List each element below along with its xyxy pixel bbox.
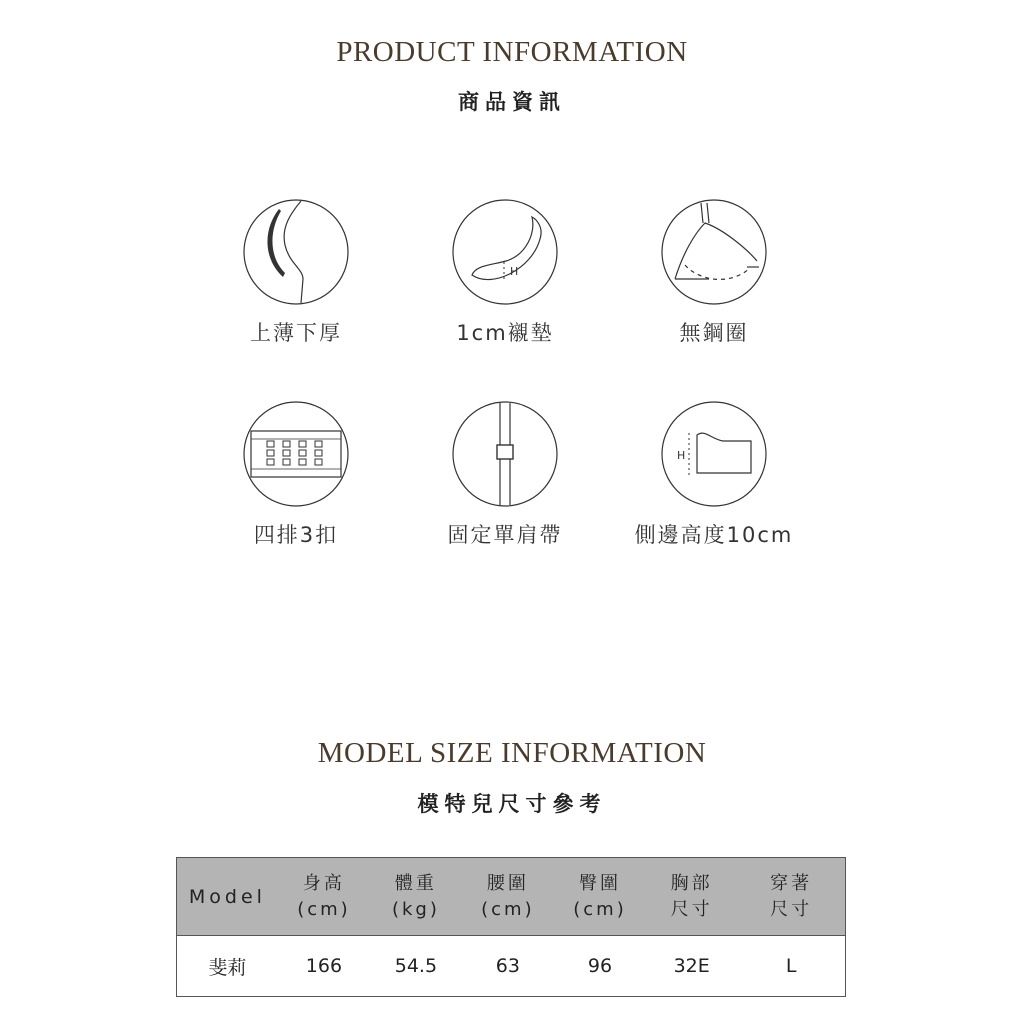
header-wear-size: 穿著 尺寸 <box>770 872 813 920</box>
header-bust-size: 胸部 尺寸 <box>670 872 713 920</box>
header-height: 身高 (cm) <box>297 872 351 920</box>
cell-waist: 63 <box>462 936 554 997</box>
table-header-row <box>177 858 846 936</box>
header-weight: 體重 (kg) <box>391 872 440 920</box>
cell-weight: 54.5 <box>370 936 462 997</box>
hook-eye-icon <box>243 401 349 507</box>
header-hip: 臀圍 (cm) <box>573 872 627 920</box>
feature-label: 四排3扣 <box>253 523 339 547</box>
cell-hip: 96 <box>554 936 646 997</box>
feature-label: 側邊高度10cm <box>634 523 794 547</box>
fixed-strap-icon <box>452 401 558 507</box>
model-size-subtitle: 模特兒尺寸參考 <box>417 792 607 816</box>
feature-label: 1cm襯墊 <box>456 321 554 345</box>
feature-side-height <box>614 401 814 549</box>
feature-hook-eye <box>196 401 396 549</box>
side-height-icon <box>661 401 767 507</box>
cell-wear-size: L <box>737 936 845 997</box>
feature-label: 無鋼圈 <box>679 321 749 345</box>
table-row <box>177 936 846 997</box>
feature-pad-height <box>405 199 605 347</box>
header-waist: 腰圍 (cm) <box>481 872 535 920</box>
svg-text:H: H <box>510 265 519 278</box>
header-model: Model <box>188 885 266 908</box>
product-info-title: PRODUCT INFORMATION <box>336 36 688 68</box>
model-size-table <box>176 857 846 997</box>
feature-fixed-strap <box>405 401 605 549</box>
cell-bust-size: 32E <box>646 936 737 997</box>
cell-model-name: 斐莉 <box>177 936 278 997</box>
cell-height: 166 <box>278 936 370 997</box>
feature-no-underwire <box>614 199 814 347</box>
model-size-title: MODEL SIZE INFORMATION <box>317 737 707 769</box>
feature-label: 固定單肩帶 <box>447 523 563 547</box>
product-info-subtitle: 商品資訊 <box>458 90 566 114</box>
svg-text:H: H <box>677 449 686 462</box>
pad-height-icon <box>452 199 558 305</box>
feature-cup-thickness <box>196 199 396 347</box>
cup-thickness-icon <box>243 199 349 305</box>
no-underwire-icon <box>661 199 767 305</box>
feature-label: 上薄下厚 <box>250 321 342 345</box>
